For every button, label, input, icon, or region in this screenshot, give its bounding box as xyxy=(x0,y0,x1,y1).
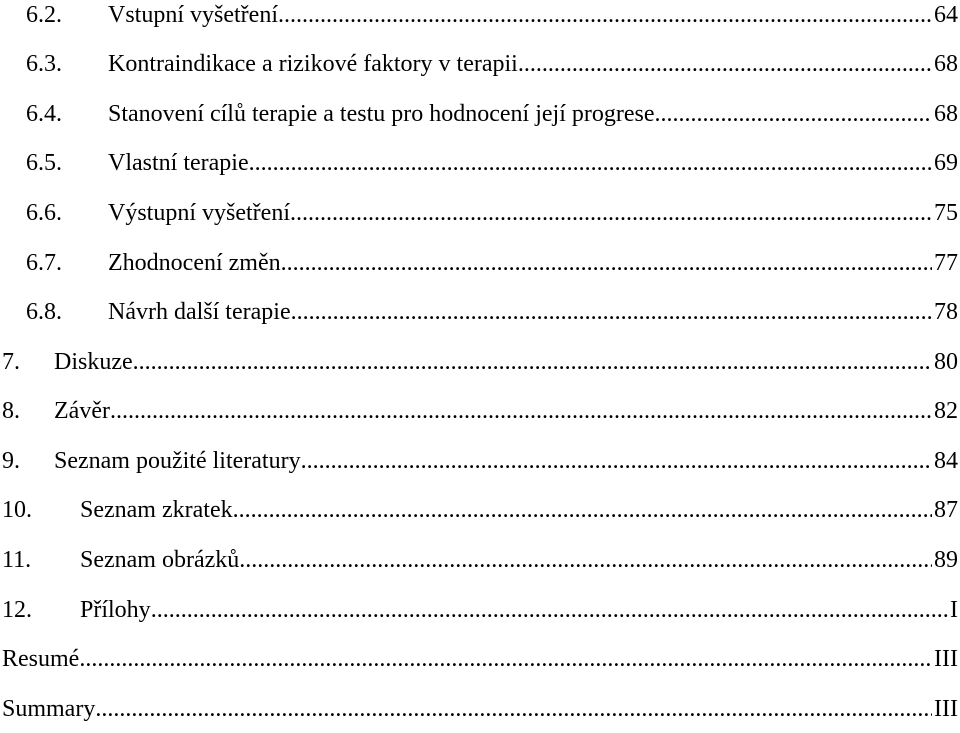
toc-entry-title: Návrh další terapie xyxy=(108,294,291,330)
dot-leader xyxy=(278,0,932,33)
toc-entry-7[interactable] xyxy=(0,344,958,380)
toc-entry-title: Závěr xyxy=(54,393,110,429)
toc-entry-page: 75 xyxy=(934,200,958,226)
toc-entry-number: 12. xyxy=(2,597,32,623)
toc-entry-6-8[interactable] xyxy=(0,294,958,330)
toc-entry-6-3[interactable] xyxy=(0,46,958,82)
toc-entry-12[interactable] xyxy=(0,592,958,628)
toc-entry-number: 6.5. xyxy=(26,150,62,176)
toc-entry-page: 82 xyxy=(934,398,958,424)
dot-leader xyxy=(290,195,932,231)
toc-entry-page: 84 xyxy=(934,448,958,474)
toc-entry-title: Seznam obrázků xyxy=(80,542,239,578)
dot-leader xyxy=(110,393,932,429)
toc-entry-resume[interactable] xyxy=(0,641,958,677)
toc-entry-page: 78 xyxy=(934,299,958,325)
dot-leader xyxy=(79,641,932,677)
toc-entry-title: Diskuze xyxy=(54,344,133,380)
dot-leader xyxy=(291,294,932,330)
toc-entry-page: I xyxy=(950,597,958,623)
toc-entry-number: 9. xyxy=(2,448,20,474)
toc-entry-page: 77 xyxy=(934,250,958,276)
dot-leader xyxy=(249,145,932,181)
dot-leader xyxy=(301,443,932,479)
toc-entry-6-4[interactable] xyxy=(0,96,958,132)
toc-entry-number: 6.4. xyxy=(26,101,62,127)
toc-entry-6-2[interactable] xyxy=(0,0,958,33)
toc-entry-page: 87 xyxy=(934,497,958,523)
toc-entry-title: Kontraindikace a rizikové faktory v terapii xyxy=(108,46,518,82)
toc-entry-8[interactable] xyxy=(0,393,958,429)
toc-entry-9[interactable] xyxy=(0,443,958,479)
dot-leader xyxy=(151,592,948,628)
dot-leader xyxy=(133,344,932,380)
toc-entry-title: Summary xyxy=(2,691,95,727)
toc-entry-title: Zhodnocení změn xyxy=(108,245,281,281)
toc-entry-title: Výstupní vyšetření xyxy=(108,195,290,231)
toc-entry-page: 68 xyxy=(934,101,958,127)
toc-entry-6-7[interactable] xyxy=(0,245,958,281)
toc-entry-number: 8. xyxy=(2,398,20,424)
dot-leader xyxy=(655,96,933,132)
toc-entry-page: 68 xyxy=(934,51,958,77)
dot-leader xyxy=(281,245,932,281)
toc-entry-number: 6.3. xyxy=(26,51,62,77)
toc-entry-number: 7. xyxy=(2,349,20,375)
dot-leader xyxy=(95,691,932,727)
toc-entry-page: III xyxy=(934,646,958,672)
toc-entry-number: 10. xyxy=(2,497,32,523)
toc-entry-6-5[interactable] xyxy=(0,145,958,181)
toc-entry-title: Stanovení cílů terapie a testu pro hodnocení její progrese xyxy=(108,96,655,132)
toc-entry-10[interactable] xyxy=(0,492,958,528)
toc-entry-6-6[interactable] xyxy=(0,195,958,231)
toc-entry-page: 64 xyxy=(934,2,958,28)
toc-entry-title: Přílohy xyxy=(80,592,151,628)
toc-entry-number: 6.8. xyxy=(26,299,62,325)
toc-entry-title: Resumé xyxy=(2,641,79,677)
toc-entry-number: 6.2. xyxy=(26,2,62,28)
toc-entry-number: 6.6. xyxy=(26,200,62,226)
toc-entry-title: Vlastní terapie xyxy=(108,145,249,181)
dot-leader xyxy=(233,492,932,528)
toc-entry-page: 89 xyxy=(934,547,958,573)
toc-entry-summary[interactable] xyxy=(0,691,958,727)
toc-entry-11[interactable] xyxy=(0,542,958,578)
toc-entry-page: III xyxy=(934,696,958,722)
toc-entry-page: 69 xyxy=(934,150,958,176)
toc-entry-number: 11. xyxy=(2,547,32,573)
toc-entry-title: Vstupní vyšetření xyxy=(108,0,278,33)
toc-entry-title: Seznam použité literatury xyxy=(54,443,301,479)
toc-entry-number: 6.7. xyxy=(26,250,62,276)
toc-entry-page: 80 xyxy=(934,349,958,375)
dot-leader xyxy=(239,542,932,578)
dot-leader xyxy=(518,46,932,82)
toc-entry-title: Seznam zkratek xyxy=(80,492,233,528)
